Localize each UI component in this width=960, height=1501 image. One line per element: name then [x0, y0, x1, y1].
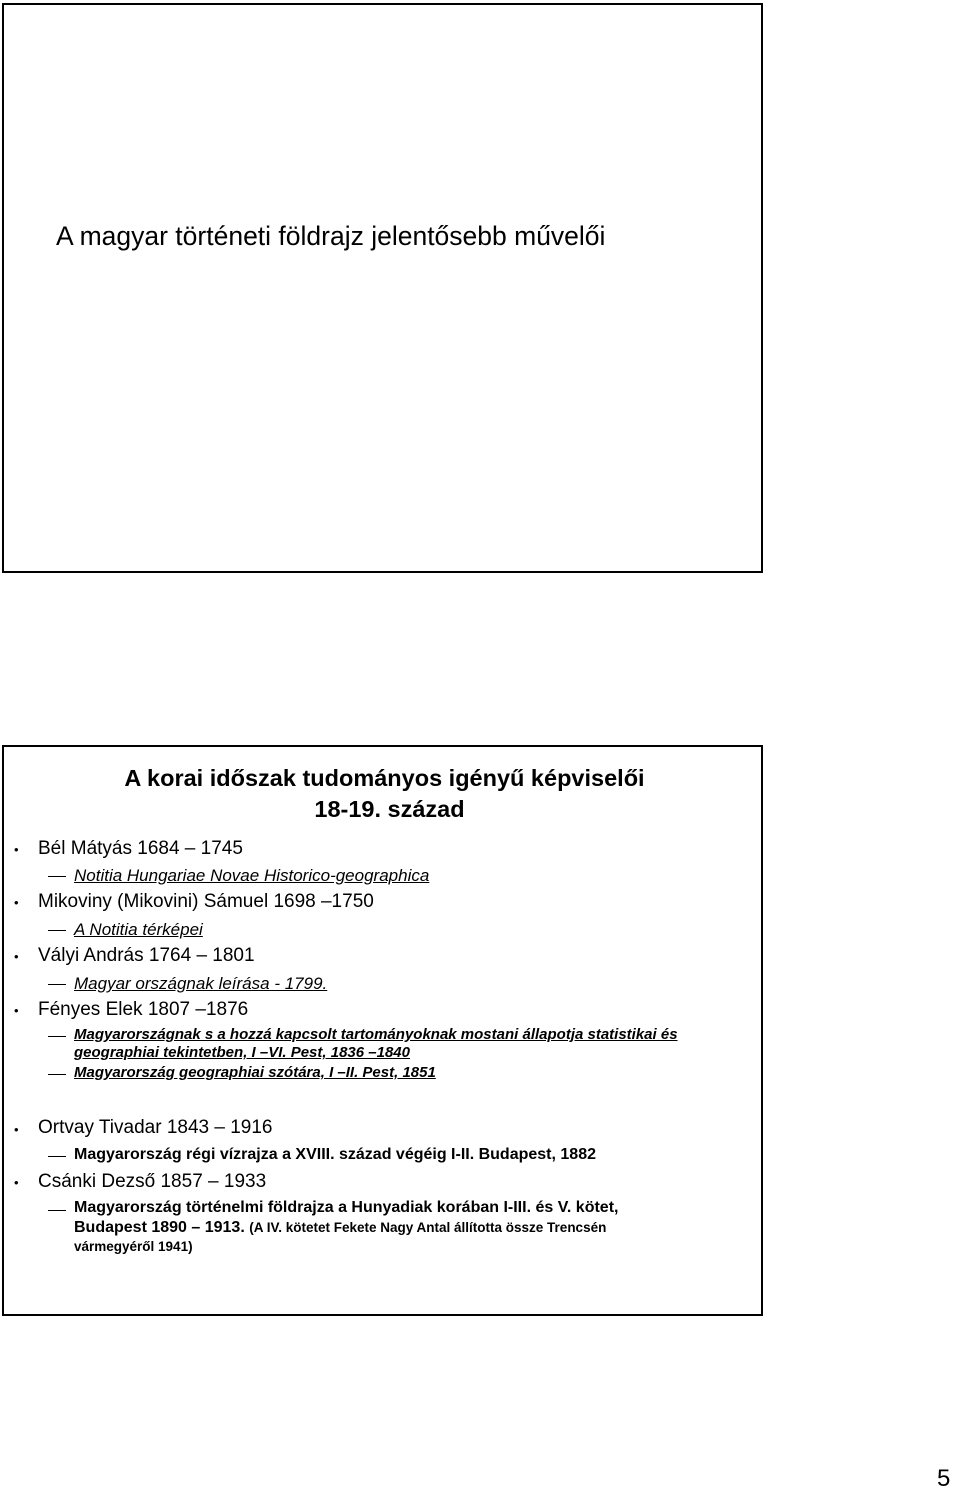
list-item-work: Magyarország történelmi földrajza a Hunyadiak korában I-III. és V. kötet,: [74, 1199, 619, 1216]
list-item-author: Vályi András 1764 – 1801: [38, 945, 255, 966]
list-item-author: Csánki Dezső 1857 – 1933: [38, 1171, 267, 1192]
bullet-icon: •: [14, 842, 19, 857]
bullet-icon: •: [14, 1003, 19, 1018]
list-item-work: Notitia Hungariae Novae Historico-geographica: [74, 866, 430, 885]
list-item-author: Mikoviny (Mikovini) Sámuel 1698 –1750: [38, 891, 374, 912]
bullet-icon: •: [14, 895, 19, 910]
slide-1-title: A magyar történeti földrajz jelentősebb művelői: [56, 221, 606, 251]
dash-icon: [48, 1036, 66, 1037]
list-item-work: Magyarországnak s a hozzá kapcsolt tartományoknak mostani állapotja statistikai és: [74, 1026, 678, 1043]
bullet-icon: •: [14, 1175, 19, 1190]
dash-icon: [48, 1156, 66, 1157]
slide-2-title-line-2: 18-19. század: [314, 796, 465, 822]
dash-icon: [48, 1074, 66, 1075]
dash-icon: [48, 930, 66, 931]
dash-icon: [48, 984, 66, 985]
bullet-icon: •: [14, 949, 19, 964]
list-item-work-continued: [74, 1219, 606, 1237]
dash-icon: [48, 1210, 66, 1211]
slide-2-title: [4, 763, 765, 825]
list-item-work: Magyarország régi vízrajza a XVIII. század végéig I-II. Budapest, 1882: [74, 1146, 596, 1163]
slide-1: [2, 3, 763, 573]
list-item-author: Bél Mátyás 1684 – 1745: [38, 838, 243, 859]
dash-icon: [48, 876, 66, 877]
slide-2: [2, 745, 763, 1316]
list-item-work: A Notitia térképei: [74, 920, 203, 939]
list-item-work: Magyarország geographiai szótára, I –II. Pest, 1851: [74, 1064, 436, 1081]
list-item-work: Magyar országnak leírása - 1799.: [74, 974, 328, 993]
bullet-icon: •: [14, 1122, 19, 1137]
list-item-author: Ortvay Tivadar 1843 – 1916: [38, 1117, 273, 1138]
list-item-work-continued: geographiai tekintetben, I –VI. Pest, 1836 –1840: [74, 1044, 410, 1061]
work-publication: Budapest 1890 – 1913.: [74, 1219, 245, 1236]
page-number: 5: [937, 1465, 951, 1492]
slide-2-title-line-1: A korai időszak tudományos igényű képviselői: [124, 765, 645, 791]
list-item-author: Fényes Elek 1807 –1876: [38, 999, 249, 1020]
list-item-work-continued: [74, 1238, 193, 1256]
work-note-continued: vármegyéről 1941): [74, 1239, 193, 1254]
work-note: (A IV. kötetet Fekete Nagy Antal állította össze Trencsén: [249, 1220, 607, 1235]
